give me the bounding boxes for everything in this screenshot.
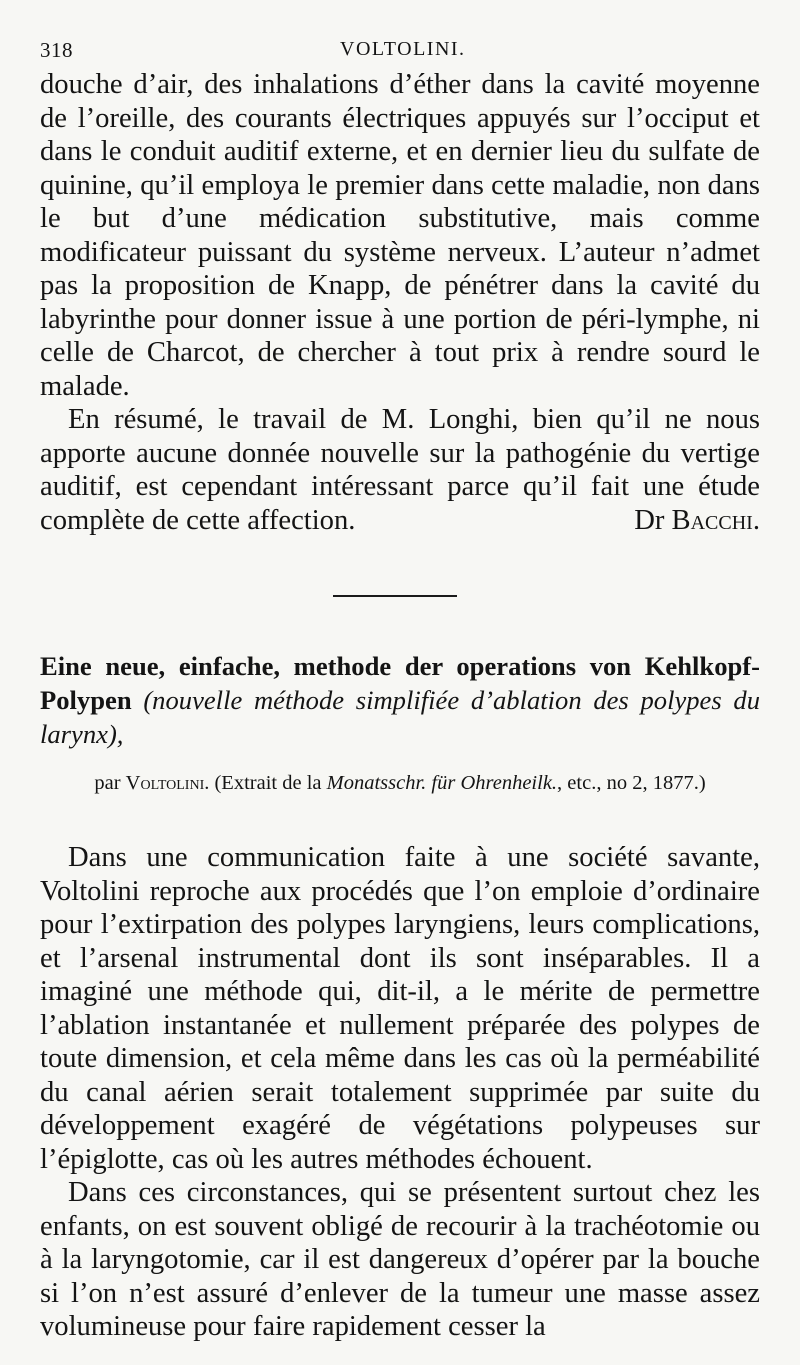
article2-byline [40, 769, 760, 798]
article1-paragraph2 [40, 403, 760, 537]
signature [606, 504, 760, 538]
article2-title: Eine neue, einfache, methode der operations von Kehlkopf-Polypen [40, 651, 760, 715]
signature-prefix: Dr [634, 504, 665, 536]
page-number: 318 [40, 38, 73, 62]
article2-heading [40, 649, 760, 751]
section-divider [333, 595, 457, 597]
byline-prefix: par [94, 772, 121, 794]
signature-name: Bacchi. [671, 504, 760, 536]
running-head [40, 34, 760, 68]
article2-paragraph1: Dans une communication faite à une société savante, Voltolini reproche aux procédés que l’on emploie d’ordinaire pour l’extirpation des polypes laryngiens, leurs complications, et l’arsenal instrumental dont ils sont inséparables. Il a imaginé une méthode qui, dit-il, a le mérite de permettre l’ablation instantanée et nullement préparée des polypes de toute dimension, et cela même dans les cas où la perméabilité du canal aérien serait totalement supprimée par suite du développement exagéré de végétations polypeuses sur l’épiglotte, cas où les autres méthodes échouent. [40, 842, 760, 1175]
article2-subtitle: (nouvelle méthode simplifiée d’ablation des polypes du larynx), [40, 685, 760, 749]
byline-author: Voltolini. [125, 772, 210, 794]
byline-journal: Monatsschr. für Ohrenheilk. [326, 772, 558, 794]
article2-body [40, 841, 760, 1344]
running-title: VOLTOLINI. [340, 38, 466, 60]
byline-suffix: , etc., no 2, 1877.) [557, 772, 706, 794]
byline-extract: (Extrait de la [214, 772, 322, 794]
article1-paragraph2-text: En résumé, le travail de M. Longhi, bien qu’il ne nous apporte aucune donnée nouvelle sur la pathogénie du vertige auditif, est cependant intéressant parce qu’il fait une étude complète de cette affection. [40, 404, 760, 536]
article2-paragraph2: Dans ces circonstances, qui se présentent surtout chez les enfants, on est souvent obligé de recourir à la trachéotomie ou à la laryngotomie, car il est dangereux d’opérer par la bouche si l’on n’est assuré d’enlever de la tumeur une masse assez volumineuse pour faire rapidement cesser la [40, 1177, 760, 1342]
article1-paragraph1: douche d’air, des inhalations d’éther dans la cavité moyenne de l’oreille, des courants électriques appuyés sur l’occiput et dans le conduit auditif externe, et en dernier lieu du sulfate de quinine, qu’il employa le premier dans cette maladie, non dans le but d’une médication substitutive, mais comme modificateur puissant du système nerveux. L’auteur n’admet pas la proposition de Knapp, de pénétrer dans la cavité du labyrinthe pour donner issue à une portion de péri-lymphe, ni celle de Charcot, de chercher à tout prix à rendre sourd le malade. [40, 69, 760, 402]
